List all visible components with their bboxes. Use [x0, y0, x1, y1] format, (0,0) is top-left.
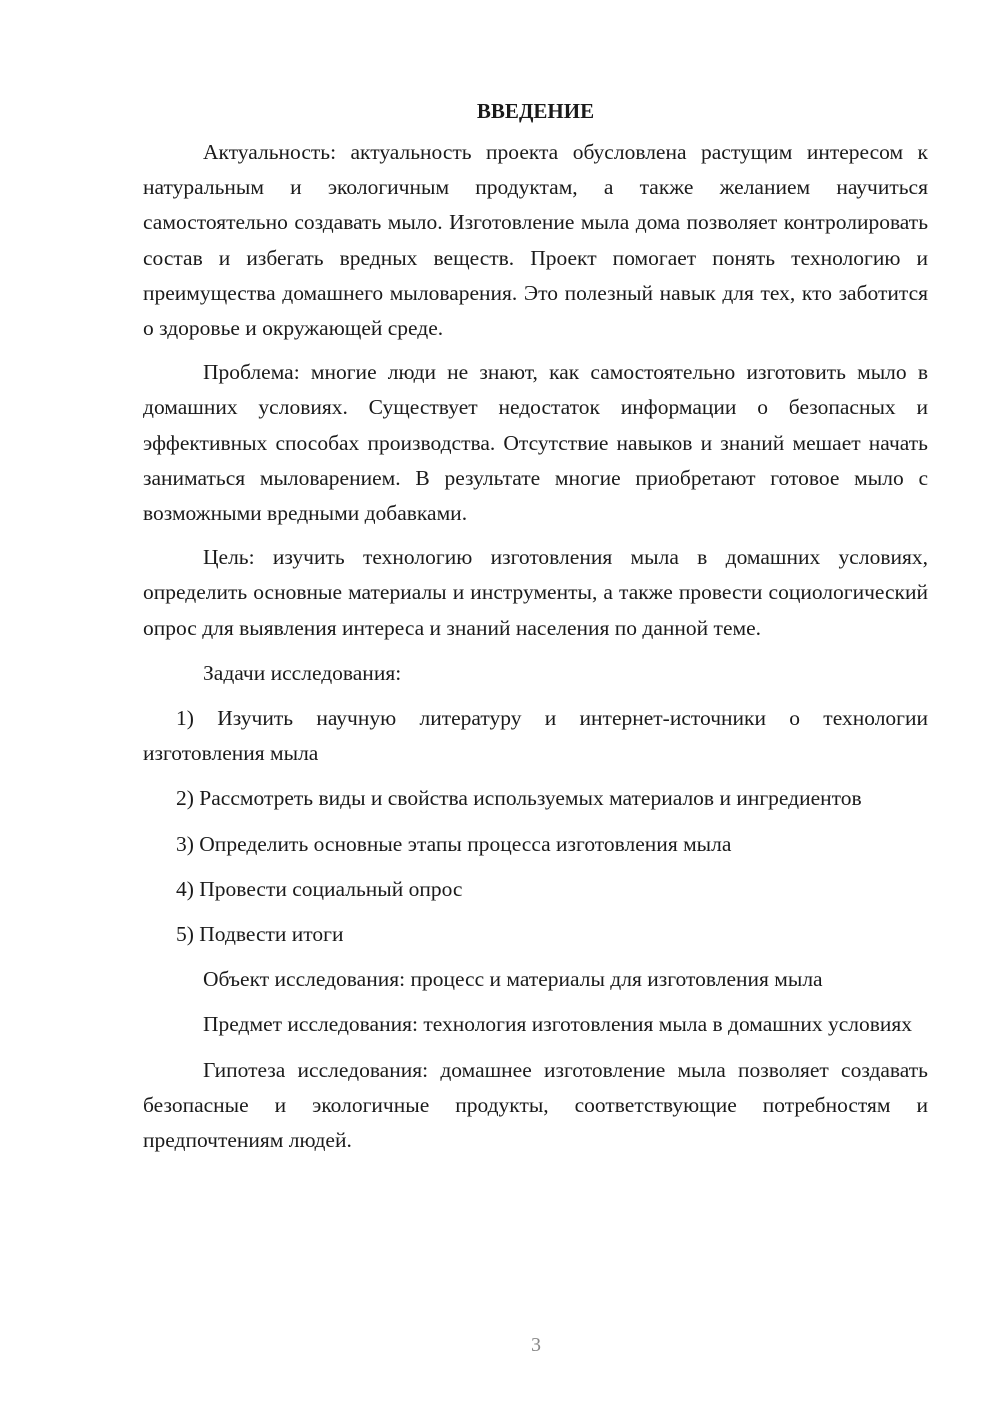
goal-paragraph: Цель: изучить технологию изготовления мыла в домашних условиях, определить основные материалы и инструменты, а также провести социологический опрос для выявления интереса и знаний населения по данной теме. [143, 545, 928, 640]
hypothesis-paragraph: Гипотеза исследования: домашнее изготовление мыла позволяет создавать безопасные и экологичные продукты, соответствующие потребностям и предпочтениям людей. [143, 1057, 928, 1153]
object-paragraph: Объект исследования: процесс и материалы для изготовления мыла [203, 967, 823, 992]
subject-paragraph: Предмет исследования: технология изготовления мыла в домашних условиях [203, 1012, 913, 1037]
tasks-heading: Задачи исследования: [203, 660, 402, 685]
relevance-paragraph: Актуальность: актуальность проекта обусловлена растущим интересом к натуральным и экологичным продуктам, а также желанием научиться самостоятельно создавать мыло. Изготовление мыла дома позволяет контролировать состав и избегать вредных веществ. Проект помогает понять технологию и преимущества домашнего мыловарения. Это полезный навык для тех, кто заботится о здоровье и окружающей среде. [143, 140, 928, 341]
document-page [143, 96, 928, 1158]
tasks-list [143, 701, 928, 952]
page-title: ВВЕДЕНИЕ [476, 99, 595, 123]
list-item: 4) Провести социальный опрос [176, 876, 463, 901]
list-item: 3) Определить основные этапы процесса изготовления мыла [176, 831, 732, 856]
problem-paragraph: Проблема: многие люди не знают, как самостоятельно изготовить мыло в домашних условиях. Существует недостаток информации о безопасных и эффективных способах производства. Отсутствие навыков и знаний мешает начать заниматься мыловарением. В результате многие приобретают готовое мыло с возможными вредными добавками. [143, 360, 928, 526]
page-number: 3 [531, 1334, 541, 1356]
list-item: 2) Рассмотреть виды и свойства используемых материалов и ингредиентов [176, 786, 862, 811]
list-item: 5) Подвести итоги [176, 922, 344, 947]
list-item: 1) Изучить научную литературу и интернет-источники о технологии изготовления мыла [143, 706, 928, 766]
